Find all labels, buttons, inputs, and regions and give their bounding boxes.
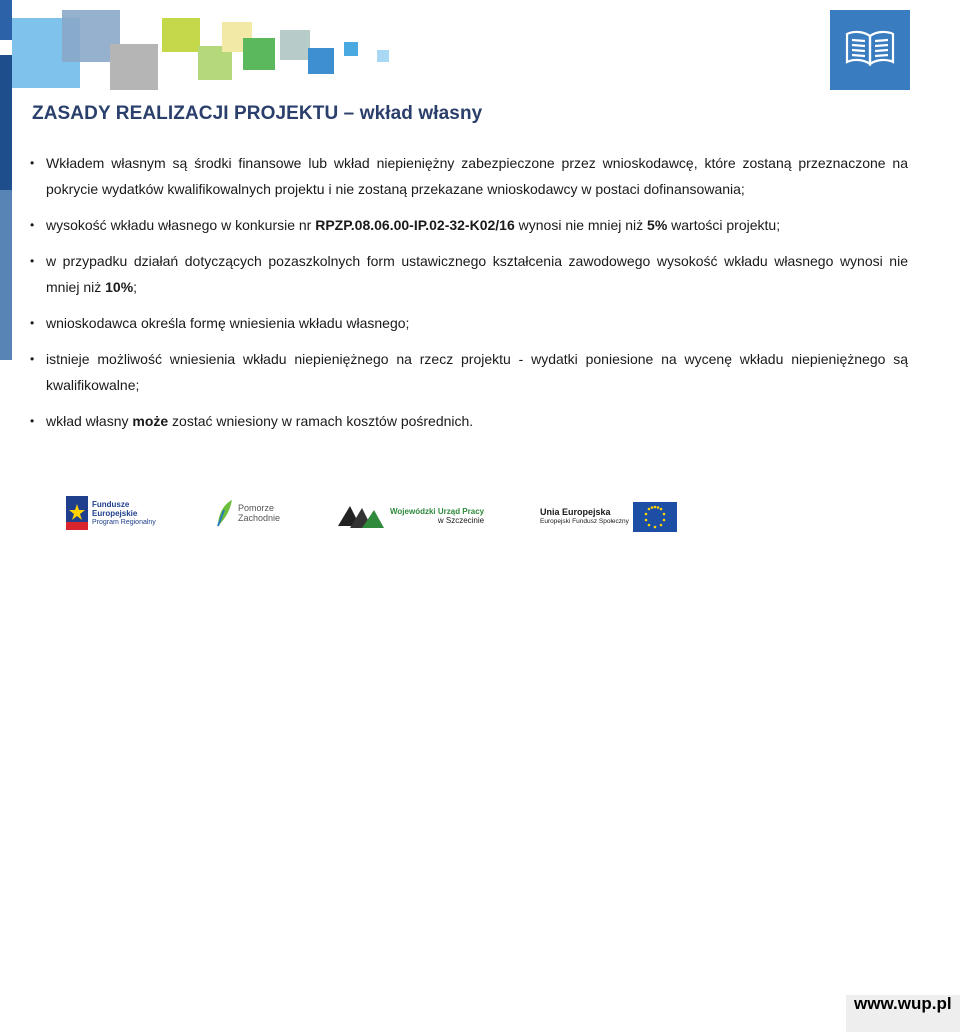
book-tile	[830, 10, 910, 90]
eu-flag-icon	[633, 502, 677, 532]
decor-square	[110, 44, 158, 90]
bullet-text: w przypadku działań dotyczących pozaszkolnych form ustawicznego kształcenia zawodowego wysokość wkładu własnego wynosi nie mniej niż	[46, 253, 908, 295]
list-item	[30, 346, 908, 398]
bullet-list	[30, 150, 908, 434]
fe-line3: Program Regionalny	[92, 518, 156, 526]
decor-square	[0, 190, 12, 360]
bullet-text: ;	[133, 279, 138, 295]
pomorze-line2: Zachodnie	[238, 513, 281, 523]
list-item	[30, 248, 908, 300]
fe-line1: Fundusze	[92, 499, 130, 509]
wup-line1: Wojewódzki Urząd Pracy	[390, 507, 485, 516]
pomorze-line1: Pomorze	[238, 503, 275, 513]
bullet-text: wysokość wkładu własnego w konkursie nr	[46, 217, 316, 233]
decor-square	[0, 55, 12, 190]
percent-value: 10%	[105, 279, 134, 295]
page-title: ZASADY REALIZACJI PROJEKTU – wkład własny	[32, 103, 483, 124]
decor-square	[0, 0, 12, 40]
emphasis-text: może	[132, 413, 169, 429]
list-item	[30, 150, 908, 202]
bullet-text: zostać wniesiony w ramach kosztów pośrednich.	[168, 413, 474, 429]
blocks-icon	[336, 500, 386, 532]
decor-square	[377, 50, 389, 62]
fundusze-europejskie-logo	[66, 496, 156, 530]
list-item	[30, 310, 908, 336]
bullet-text: wynosi nie mniej niż	[514, 217, 648, 233]
bullet-text: wnioskodawca określa formę wniesienia wkładu własnego;	[46, 315, 410, 331]
decor-square	[243, 38, 275, 70]
wup-line2: w Szczecinie	[437, 516, 485, 525]
decor-square	[280, 30, 310, 60]
ue-line1: Unia Europejska	[540, 507, 611, 517]
leaf-icon	[214, 498, 236, 528]
bullet-text: Wkładem własnym są środki finansowe lub wkład niepieniężny zabezpieczone przez wnioskodawcę, które zostaną przeznaczone na pokrycie wydatków kwalifikowalnych projektu i nie zostaną przekazane wnioskodawcy w postaci dofinansowania;	[46, 155, 908, 197]
list-item	[30, 408, 908, 434]
fe-star-icon	[66, 496, 88, 530]
list-item	[30, 212, 908, 238]
ue-logo	[540, 502, 677, 532]
bullet-text: istnieje możliwość wniesienia wkładu niepieniężnego na rzecz projektu - wydatki poniesione na wycenę wkładu niepieniężnego są kwalifikowalne;	[46, 351, 908, 393]
wup-logo	[336, 500, 484, 532]
fe-line2: Europejskie	[92, 508, 138, 518]
percent-value: 5%	[647, 217, 668, 233]
ue-line2: Europejski Fundusz Społeczny	[540, 518, 629, 525]
competition-number: RPZP.08.06.00-IP.02-32-K02/16	[315, 217, 515, 233]
footer-logos	[0, 492, 960, 1013]
bullet-text: wartości projektu;	[667, 217, 781, 233]
pomorze-zachodnie-logo	[214, 498, 280, 528]
decor-square	[308, 48, 334, 74]
bullet-text: wkład własny	[46, 413, 133, 429]
website-url[interactable]: www.wup.pl	[846, 995, 960, 1032]
decor-square	[344, 42, 358, 56]
open-book-icon	[843, 28, 897, 73]
decor-square	[162, 18, 200, 52]
